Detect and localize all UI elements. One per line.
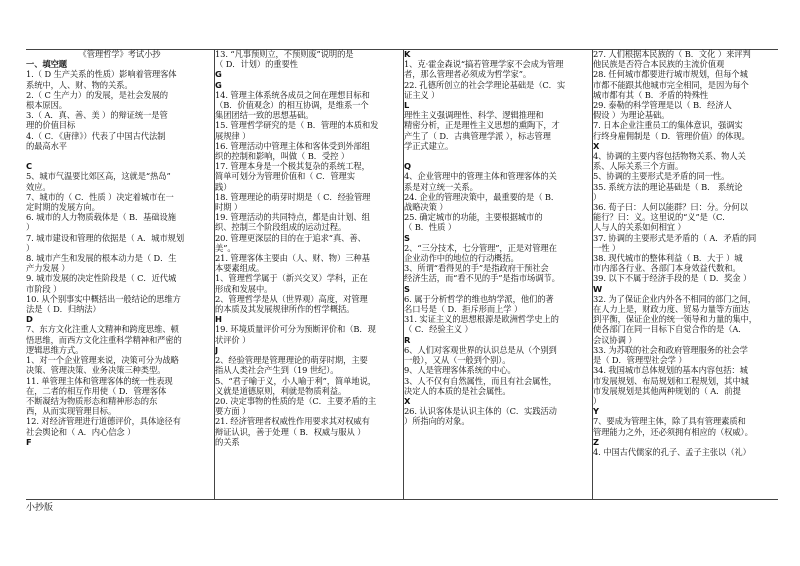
text-line: 决定人的本质的是社会属性。	[404, 385, 511, 396]
bottom-border	[26, 499, 778, 500]
text-line: 32. 为了保证企业内外各不相同的部门之间，	[593, 293, 756, 304]
index-letter: G	[215, 79, 222, 90]
text-line: 市发展规划是其他两种规划的（ A．前提	[593, 385, 741, 396]
text-line: 21. 管理客体主要由（人、财、物）三种基	[215, 253, 370, 264]
text-line: 1、克·霍金森说“搞若管理学家不会成为管理	[404, 59, 564, 70]
text-line: 到平衡，保证企业的统一领导和力量的集中，	[593, 314, 757, 325]
text-line: 18. 管理理论的萌芽时期是（ C．经验管理	[215, 191, 371, 202]
text-line: 证主义 ）	[404, 89, 440, 100]
text-line: 假设 ）为理论基础。	[593, 110, 670, 121]
text-line: （ B．性质 ）	[404, 222, 457, 233]
text-line: 8. 城市产生和发展的根本动力是（ D．生	[26, 253, 177, 264]
text-line: 法是（ D．归纳法）	[26, 304, 101, 315]
text-line: 2、经验管理是管理理论的萌芽时期，主要	[215, 355, 368, 366]
text-line: 指从人类社会产生到（19 世纪）。	[215, 365, 339, 376]
text-line: 时期 ）	[215, 202, 243, 213]
index-letter: Z	[593, 436, 599, 447]
text-line: 决策、管理决策、业务决策三种类型。	[26, 365, 166, 376]
text-line: 系是对立统一关系。	[404, 181, 478, 192]
text-line: 26. 认识客体是认识主体的（C．实践活动	[404, 406, 557, 417]
text-line: 的关系	[215, 436, 240, 447]
text-column-4	[593, 49, 778, 499]
text-line: 美”。	[215, 242, 236, 253]
text-line: 本要素组成。	[215, 263, 265, 274]
text-line: 一性 ）	[593, 242, 621, 253]
text-line: 31. 实证主义的思想根源是欧洲哲学史上的	[404, 314, 559, 325]
text-line: 要方面 ）	[215, 406, 251, 417]
text-line: 经济生活，而“看不见的手”是指市场调节。	[404, 273, 560, 284]
text-line: 35. 系统方法的理论基础是（ B． 系统论	[593, 181, 743, 192]
text-line: 4、企业管理中的管理主体和管理客体的关	[404, 171, 557, 182]
text-line: ）	[593, 191, 602, 202]
text-line: 市都不能跟其他城市完全相同，是因为每个	[593, 79, 749, 90]
index-letter: C	[26, 161, 32, 172]
text-line: 37. 协调的主要形式是矛盾的（ A．矛盾的同	[593, 232, 757, 243]
text-line: 2.（ C 生产力）的发展，是社会发展的	[26, 89, 168, 100]
index-letter: J	[215, 344, 218, 355]
text-line: ）	[593, 395, 602, 406]
footer-note: 小抄版	[26, 503, 54, 513]
text-line: 28. 任何城市都要进行城市规划，但每个城	[593, 69, 748, 80]
text-line	[26, 151, 213, 161]
text-line: 3.（ A．真、善、美 ）的辩证统一是管	[26, 110, 168, 121]
text-line: 1、对一个企业管理来说，决策可分为战略	[26, 355, 179, 366]
text-line: 名口号是（ D．拒斥形而上学 ）	[404, 304, 523, 315]
text-line: 的本质及其发展规律所作的哲学概括。	[215, 304, 355, 315]
text-line: 24. 企业的管理决策中，最重要的是（ B．	[404, 191, 560, 202]
text-line: 25. 确定城市的功能，主要根据城市的	[404, 212, 543, 223]
text-line: 践）	[215, 181, 232, 192]
text-line: 17. 管理本身是一个极其复杂的系统工程，	[215, 161, 370, 172]
index-letter: Q	[404, 161, 411, 172]
text-line: 36. 荀子曰：人何以能群？曰：分。分何以	[593, 202, 748, 213]
index-letter: G	[215, 69, 222, 80]
index-letter: X	[404, 395, 411, 406]
text-line: 能行？曰：义。这里说的“义”是（C．	[593, 212, 731, 223]
text-column-2	[215, 49, 402, 499]
text-column-1	[26, 49, 213, 499]
text-line: 27. 人们根据本民族的（ B．文化 ）来评判	[593, 49, 751, 59]
text-line: 市发展规划、布局规划和工程规划，其中城	[593, 375, 749, 386]
text-line: 38. 现代城市的整体利益（ B．大于 ）城	[593, 253, 743, 264]
text-line: 33. 为苏联的社会和政府管理服务的社会学	[593, 344, 748, 355]
text-line: 9、人是管理客体系统的中心。	[404, 365, 516, 376]
text-line: 战略决策 ）	[404, 202, 448, 213]
index-letter: Y	[593, 406, 599, 417]
text-line: 1.（ D 生产关系的性质）影响着管理客体	[26, 69, 177, 80]
index-letter: R	[404, 334, 411, 345]
text-line: 在人力上是，财政力度、贸易力量等方面达	[593, 304, 749, 315]
text-line: 行终身雇佣制是（ D．管理价值）的体现。	[593, 130, 750, 141]
text-line: 11. 单管理主体和管理客体的统一性表现	[26, 375, 173, 386]
text-line: 39. 以下不属于经济手段的是（ D．奖金 ）	[593, 273, 752, 284]
text-line	[404, 151, 591, 161]
text-column-3	[404, 49, 591, 499]
text-line: 29. 泰勒的科学管理是以（ B．经济人	[593, 100, 732, 111]
text-line: 6. 属于分析哲学的维也纳学派，他们的著	[404, 293, 554, 304]
text-line: 精密分析，正是理性主义思想的熏陶下，才	[404, 120, 560, 131]
text-line: 社会舆论和（ A．内心信念 ）	[26, 426, 136, 437]
index-letter: K	[404, 49, 411, 59]
text-line: 辩证认识，善于处理（ B．权威与服从 ）	[215, 426, 366, 437]
index-letter: L	[404, 100, 410, 111]
text-line: 系统中，人、财、物的关系。	[26, 79, 133, 90]
text-line: 3、所谓“看得见的手”是指政府干预社会	[404, 263, 549, 274]
text-line: 管理能力之外，还必须拥有相应的（权威）。	[593, 426, 753, 437]
text-line: 19. 管理活动的共同特点，都是由计划、组	[215, 212, 370, 223]
text-line: 1、管理哲学属于（新兴交叉）学科，正在	[215, 273, 368, 284]
index-letter: S	[404, 232, 410, 243]
index-letter: X	[593, 140, 600, 151]
text-line: 者，那么管理者必须成为哲学家”。	[404, 69, 532, 80]
text-line: 6、人们对客观世界的认识总是从（个别到	[404, 344, 557, 355]
index-letter: S	[404, 283, 410, 294]
text-line: 状评价 ）	[215, 334, 251, 345]
text-line: 他民族是否符合本民族的主流价值观	[593, 59, 725, 70]
text-line: 集团团结一致的思想基础。	[215, 110, 314, 121]
text-line: 10. 从个别事实中概括出一般结论的思维方	[26, 293, 181, 304]
text-line: ）	[26, 222, 35, 233]
text-line: 悟思维，而西方文化注重科学精神和严密的	[26, 334, 182, 345]
text-line: 简单可划分为管理价值和（ C．管理实	[215, 171, 355, 182]
text-line: 在，二者的相互作用使（ D．管理客体	[26, 385, 167, 396]
text-line: 逻辑思维方式。	[26, 344, 84, 355]
text-line: 不断凝结为物质形态和精神形态的东	[26, 395, 158, 406]
text-line: 是（ D．管理型社会学 ）	[593, 355, 687, 366]
text-line: 西，从而实现管理目标。	[26, 406, 117, 417]
text-line: 7、要成为管理主体，除了具有管理素质和	[593, 416, 746, 427]
text-line: 7. 日本企业注重员工的集体意识，强调实	[593, 120, 743, 131]
text-line: 使各部门在同一目标下自觉合作的是（A．	[593, 324, 747, 335]
text-line: 13. “凡事预则立，不预则废”说明的是	[215, 49, 354, 59]
index-letter: F	[26, 436, 32, 447]
text-line: 4.（ C．《唐律》）代表了中国古代法制	[26, 130, 166, 141]
text-line: 15. 管理哲学研究的是（ B．管理的本质和发	[215, 120, 379, 131]
text-line: 7、东方文化注重人文精神和跨度思维、顿	[26, 324, 179, 335]
text-line: 2、管理哲学是从（世界观）高度，对管理	[215, 293, 368, 304]
text-line: （ D．计划）的重要性	[215, 59, 298, 70]
text-line: 3、人不仅有自然属性，而且有社会属性，	[404, 375, 557, 386]
text-line: 21. 经济管理者权威性作用要求其对权威有	[215, 416, 370, 427]
text-line: 理性主义强调理性、科学、逻辑推理和	[404, 110, 544, 121]
index-letter: H	[215, 314, 222, 325]
text-line: 34. 我国城市总体规划的基本内容包括：城	[593, 365, 748, 376]
text-line: 企业动作中的地位的行动概括。	[404, 253, 519, 264]
text-line: 市阶段 ）	[26, 283, 62, 294]
text-line: 4、协调的主要内容包括物物关系、物人关	[593, 151, 746, 162]
text-line: 12. 对经济管理进行道德评价，具体途径有	[26, 416, 181, 427]
text-line: 22. 孔德所创立的社会学理论基础是（C．实	[404, 79, 566, 90]
text-line: 产力发展 ）	[26, 263, 70, 274]
text-line: 6. 城市的人力物质载体是（ B．基础设施	[26, 212, 176, 223]
text-line: 理的价值目标	[26, 120, 76, 131]
text-line: 20. 管理更深层的目的在于追求“真、善、	[215, 232, 366, 243]
text-line: 织的控制和影响，叫做（ B．受控 ）	[215, 151, 350, 162]
text-line: 5、城市气温要比郊区高，这就是“热岛”	[26, 171, 171, 182]
text-line: 9. 城市发展的决定性阶段是（ C．近代城	[26, 273, 177, 284]
text-line: 19. 环境质量评价可分为预断评价和（B．现	[215, 324, 376, 335]
text-line: 市内部各行业、各部门本身效益代数和。	[593, 263, 741, 274]
text-line: 7、城市的（ C．性质 ）决定着城市在一	[26, 191, 174, 202]
text-line: 4. 中国古代儒家的孔子、孟子主张以（礼）	[593, 446, 751, 457]
index-letter: D	[26, 314, 33, 325]
text-line: 织、控制三个阶段组成的运动过程。	[215, 222, 347, 233]
text-line: 展规律 ）	[215, 130, 251, 141]
text-line: 根本原因。	[26, 100, 67, 111]
text-line: 20. 决定事物的性质的是（C．主要矛盾的主	[215, 395, 377, 406]
text-line: 城市都有其（ B．矛盾的特殊性	[593, 89, 709, 100]
text-line: 产生了（ D．古典管理学派 ），标志管理	[404, 130, 551, 141]
text-line: 会议协调 ）	[593, 334, 637, 345]
text-line: 5、协调的主要形式是矛盾的同一性。	[593, 171, 730, 182]
text-line: 效应。	[26, 181, 51, 192]
text-line: 义就是道德原则，利就是物质利益。	[215, 385, 347, 396]
text-line: 一般），又从（一般到个别）。	[404, 355, 511, 366]
text-line: （B．价值观念）的相互协调，是维系一个	[215, 100, 369, 111]
text-line: ）所指向的对象。	[404, 416, 470, 427]
text-line: 5、“君子喻于义，小人喻于利”，简单地说，	[215, 375, 377, 386]
text-line: 的最高水平	[26, 140, 67, 151]
text-line: 人与人的关系如何相宜 ）	[593, 222, 686, 233]
text-line: 系、人际关系三个方面。	[593, 161, 684, 172]
text-line: ）	[26, 242, 35, 253]
text-line: 16. 管理活动中管理主体和客体受到外部组	[215, 140, 370, 151]
text-line: （ C．经验主义 ）	[404, 324, 473, 335]
cheat-sheet	[26, 49, 778, 499]
text-line: 2、“三分技术，七分管理”，正是对管理在	[404, 242, 557, 253]
section-heading: 一、填空题	[26, 59, 67, 70]
text-line: 学正式建立。	[404, 140, 454, 151]
index-letter: W	[593, 283, 603, 294]
text-line: 定时期的发展方向。	[26, 202, 100, 213]
text-line: 7. 城市建设和管理的依据是（ A．城市规划	[26, 232, 185, 243]
text-line: 形成和发展中。	[215, 283, 273, 294]
page-title: 《管理哲学》考试小抄	[78, 49, 161, 59]
text-line: 14. 管理主体系统各成员之间在理想目标和	[215, 89, 370, 100]
